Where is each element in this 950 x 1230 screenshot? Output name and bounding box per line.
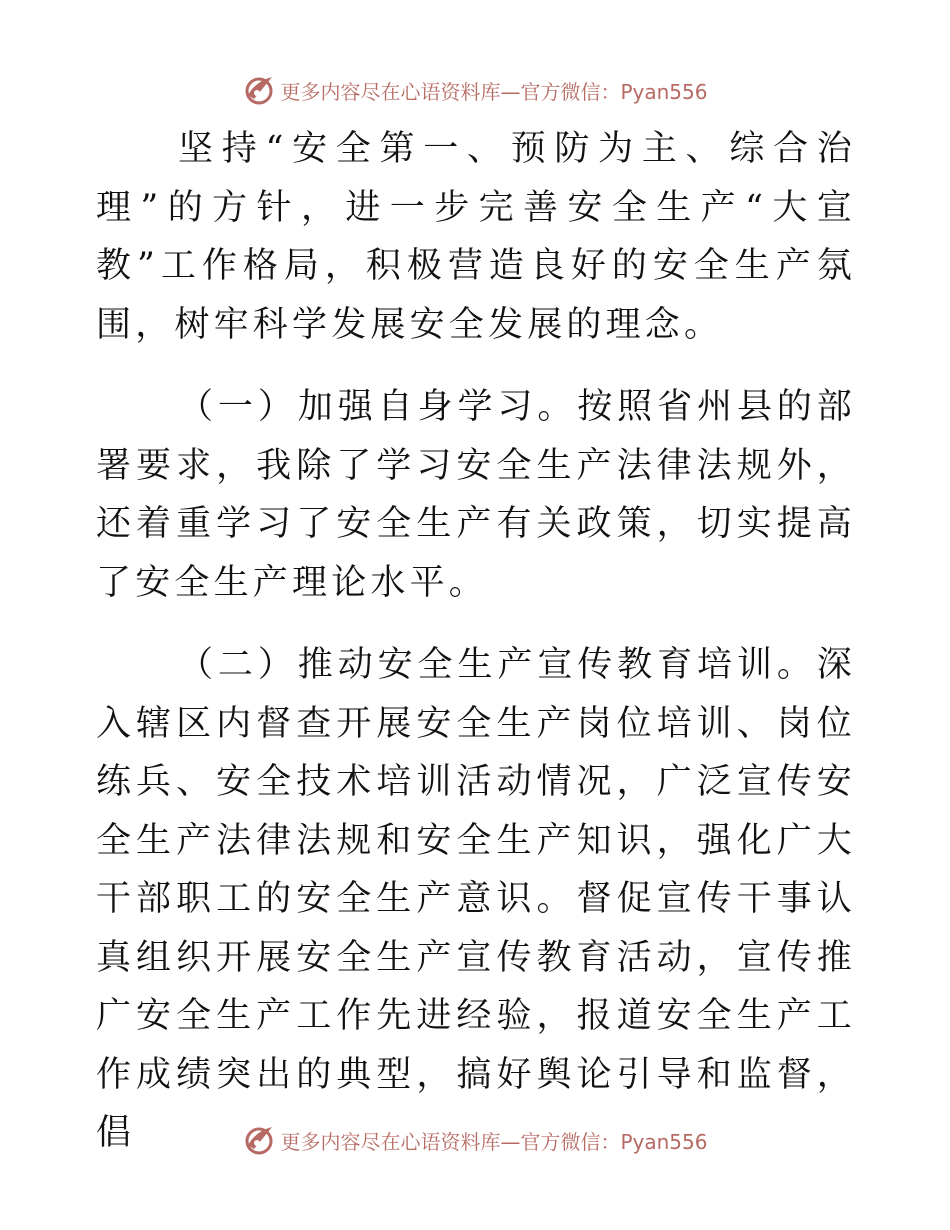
paragraph-intro: 坚持“安全第一、预防为主、综合治理”的方针，进一步完善安全生产“大宣教”工作格局，积极营造良好的安全生产氛围，树牢科学发展安全发展的理念。 [96,129,856,345]
paragraph-section-1: （一）加强自身学习。按照省州县的部署要求，我除了学习安全生产法律法规外，还着重学习了安全生产有关政策，切实提高了安全生产理论水平。 [96,387,856,603]
watermark-text: 更多内容尽在心语资料库—官方微信：Pyan556 [280,79,708,104]
watermark-text: 更多内容尽在心语资料库—官方微信：Pyan556 [280,1129,708,1154]
header-watermark [0,70,950,110]
footer-watermark [0,1120,950,1160]
ink-pen-seal-icon [242,1123,276,1157]
paragraph-section-2: （二）推动安全生产宣传教育培训。深入辖区内督查开展安全生产岗位培训、岗位练兵、安全技术培训活动情况，广泛宣传安全生产法律法规和安全生产知识，强化广大干部职工的安全生产意识。督促宣传干事认真组织开展安全生产宣传教育活动，宣传推广安全生产工作先进经验，报道安全生产工作成绩突出的典型，搞好舆论引导和监督，倡 [96,645,856,1153]
document-body [96,120,856,1163]
ink-pen-seal-icon [242,73,276,107]
